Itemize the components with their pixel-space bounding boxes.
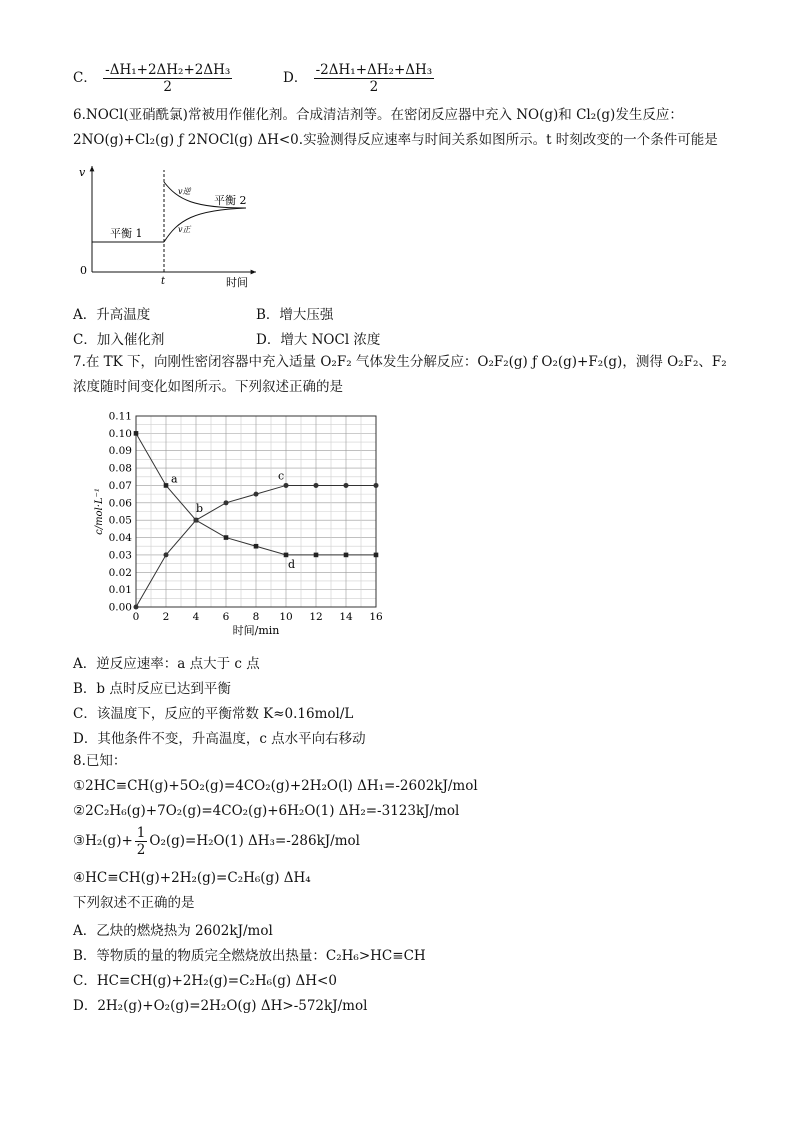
q6-rate-graph (74, 160, 264, 290)
chart-grid (136, 416, 376, 607)
data-point-O2F2 (134, 431, 139, 436)
q5-option-c-label: C． (73, 70, 97, 86)
q8-stem: 下列叙述不正确的是 (73, 895, 195, 911)
data-point-F2 (284, 483, 289, 488)
chart-y-axis-label: c/mol·L⁻¹ (94, 488, 105, 535)
q6-origin: 0 (80, 264, 87, 277)
q5-option-d (283, 62, 436, 95)
y-tick-label: 0.02 (108, 566, 132, 579)
x-tick-label: 12 (309, 611, 323, 623)
q7-option-a: A．逆反应速率：a 点大于 c 点 (73, 656, 260, 672)
q8-eq3-pre: ③H₂(g)+ (73, 833, 133, 849)
data-point-F2 (164, 552, 169, 557)
x-tick-label: 8 (252, 611, 260, 623)
data-point-O2F2 (164, 483, 169, 488)
y-tick-label: 0.07 (108, 479, 132, 492)
q5-option-d-numerator: -2ΔH₁+ΔH₂+ΔH₃ (315, 62, 433, 78)
x-tick-label: 16 (369, 611, 383, 623)
y-tick-label: 0.03 (108, 549, 132, 562)
q6-v-forward-curve (164, 208, 246, 242)
q8-equation-2: ②2C₂H₆(g)+7O₂(g)=4CO₂(g)+6H₂O(1) ΔH₂=-3123kJ/mol (73, 803, 460, 819)
q5-option-d-label: D． (283, 70, 308, 86)
q6-option-d: D．增大 NOCl 浓度 (256, 332, 381, 348)
q5-option-c-numerator: -ΔH₁+2ΔH₂+2ΔH₃ (105, 62, 231, 78)
data-point-F2 (344, 483, 349, 488)
q8-equation-1: ①2HC≡CH(g)+5O₂(g)=4CO₂(g)+2H₂O(l) ΔH₁=-2602kJ/mol (73, 778, 478, 794)
q8-title: 8.已知： (73, 753, 127, 769)
q6-option-c: C．加入催化剂 (73, 332, 165, 348)
x-tick-label: 14 (339, 611, 353, 623)
q8-eq3-post: O₂(g)=H₂O(1) ΔH₃=-286kJ/mol (149, 833, 360, 849)
y-tick-label: 0.04 (108, 532, 132, 545)
q8-eq3-numerator: 1 (136, 825, 146, 841)
q7-concentration-chart (88, 404, 388, 640)
q6-y-label: v (79, 166, 86, 179)
data-point-O2F2 (284, 553, 289, 558)
q8-option-a: A．乙炔的燃烧热为 2602kJ/mol (73, 923, 273, 939)
q8-equation-3 (73, 825, 360, 858)
data-point-O2F2 (344, 553, 349, 558)
q7-option-c: C．该温度下，反应的平衡常数 K≈0.16mol/L (73, 706, 354, 722)
data-point-F2 (374, 483, 379, 488)
point-label-c: c (278, 469, 285, 483)
q6-x-label: 时间 (226, 276, 248, 289)
x-tick-label: 10 (279, 611, 293, 623)
y-tick-label: 0.09 (108, 445, 132, 458)
q6-t-label: t (161, 276, 166, 287)
q5-option-d-denominator: 2 (369, 79, 379, 95)
q7-option-b: B．b 点时反应已达到平衡 (73, 681, 231, 697)
point-label-b: b (196, 502, 204, 516)
data-point-O2F2 (374, 553, 379, 558)
q7-stem-line2: 浓度随时间变化如图所示。下列叙述正确的是 (73, 379, 343, 395)
q6-stem-line1: 6.NOCl(亚硝酰氯)常被用作催化剂。合成清洁剂等。在密闭反应器中充入 NO(g)和 Cl₂(g)发生反应： (73, 107, 683, 123)
q8-option-d: D．2H₂(g)+O₂(g)=2H₂O(g) ΔH>-572kJ/mol (73, 998, 368, 1014)
y-tick-label: 0.05 (108, 514, 132, 527)
q6-option-b: B．增大压强 (256, 307, 334, 323)
y-tick-label: 0.01 (108, 584, 132, 597)
q7-stem-line1: 7.在 TK 下，向刚性密闭容器中充入适量 O₂F₂ 气体发生分解反应：O₂F₂(g) ƒ O₂(g)+F₂(g)，测得 O₂F₂、F₂ (73, 354, 727, 370)
q6-v-forward-label: v正 (178, 225, 191, 234)
q7-option-d: D．其他条件不变，升高温度，c 点水平向右移动 (73, 731, 366, 747)
q5-option-c (73, 62, 234, 95)
data-point-O2F2 (254, 544, 259, 549)
x-tick-label: 0 (132, 611, 140, 623)
point-label-d: d (288, 557, 296, 571)
data-point-F2 (134, 605, 139, 610)
q5-option-c-denominator: 2 (163, 79, 173, 95)
x-tick-label: 6 (222, 611, 230, 623)
data-point-O2F2 (224, 535, 229, 540)
q5-option-c-fraction (103, 62, 232, 95)
q8-eq3-fraction (135, 825, 148, 858)
q5-option-d-fraction (314, 62, 435, 95)
data-point-F2 (254, 492, 259, 497)
data-point-O2F2 (314, 553, 319, 558)
q8-eq3-denominator: 2 (136, 842, 146, 858)
q6-option-a: A．升高温度 (73, 307, 151, 323)
chart-x-axis-label: 时间/min (232, 624, 280, 637)
q6-v-reverse-label: v逆 (178, 187, 191, 196)
q6-eq2-label: 平衡 2 (214, 194, 247, 207)
data-point-F2 (194, 518, 199, 523)
data-point-F2 (224, 500, 229, 505)
data-point-F2 (314, 483, 319, 488)
point-label-a: a (171, 472, 178, 486)
x-tick-label: 4 (192, 611, 200, 623)
q6-eq1-label: 平衡 1 (110, 227, 143, 240)
q6-stem-line2: 2NO(g)+Cl₂(g) ƒ 2NOCl(g) ΔH<0.实验测得反应速率与时间关系如图所示。t 时刻改变的一个条件可能是 (73, 132, 718, 148)
y-tick-label: 0.00 (108, 601, 132, 614)
q8-option-b: B．等物质的量的物质完全燃烧放出热量：C₂H₆>HC≡CH (73, 948, 426, 964)
q8-option-c: C．HC≡CH(g)+2H₂(g)=C₂H₆(g) ΔH<0 (73, 973, 337, 989)
q8-equation-4: ④HC≡CH(g)+2H₂(g)=C₂H₆(g) ΔH₄ (73, 870, 311, 886)
chart-ticks (109, 411, 383, 624)
y-tick-label: 0.10 (108, 427, 132, 440)
y-tick-label: 0.08 (108, 462, 132, 475)
x-tick-label: 2 (162, 611, 170, 623)
y-tick-label: 0.11 (108, 410, 132, 423)
y-tick-label: 0.06 (108, 497, 132, 510)
